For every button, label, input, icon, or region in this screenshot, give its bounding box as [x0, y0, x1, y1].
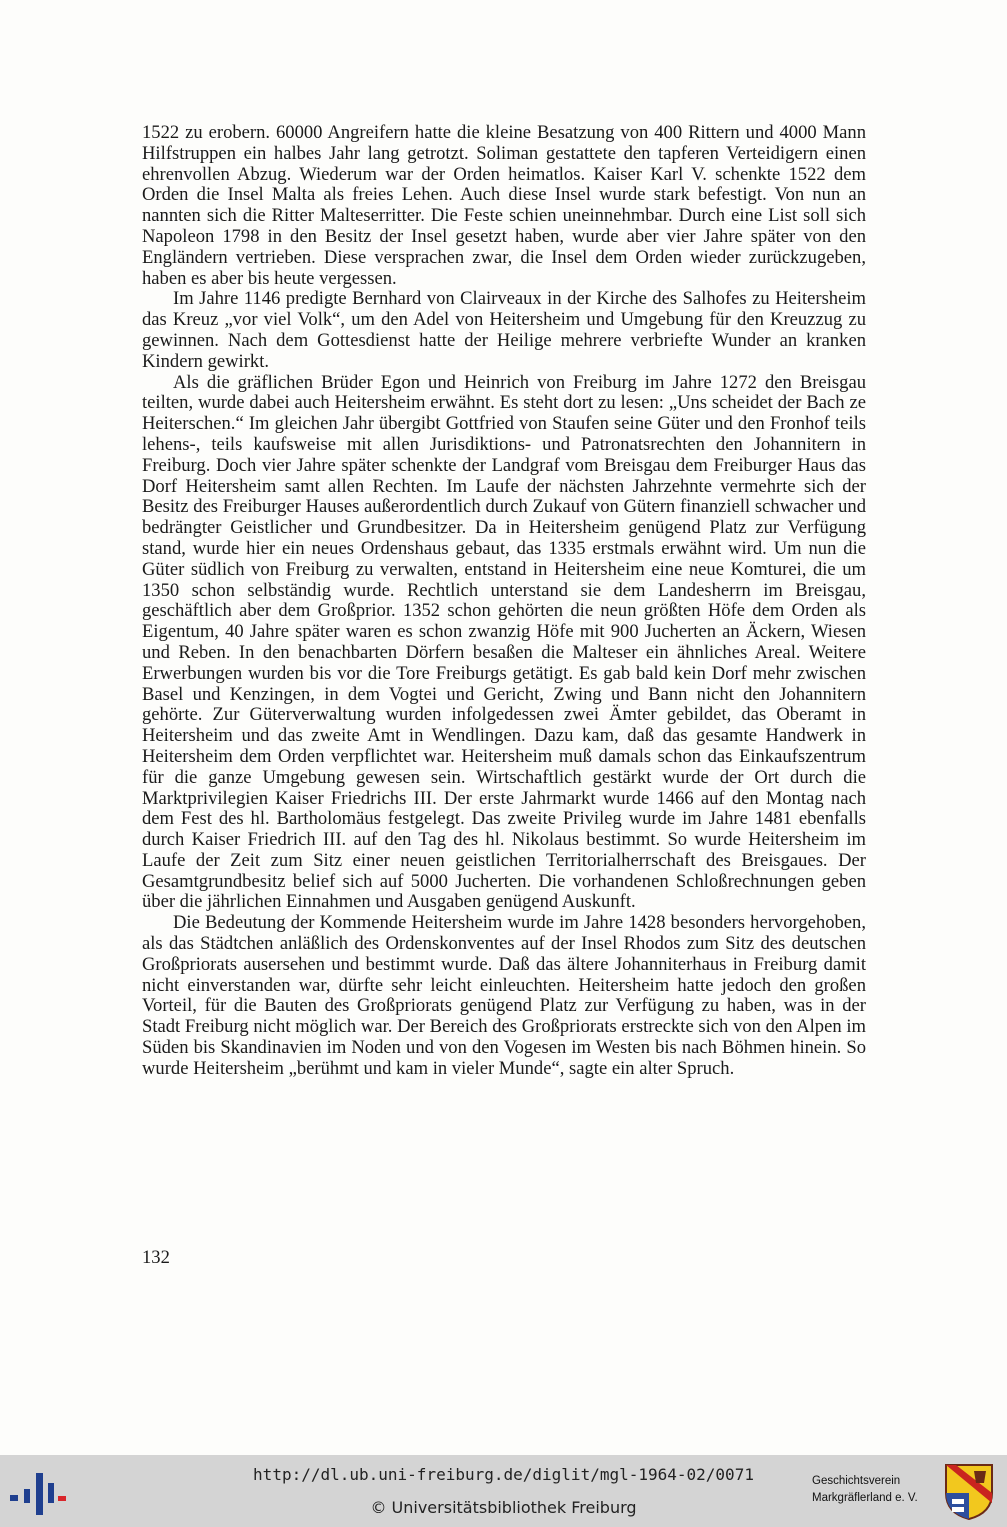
paragraph-4: Die Bedeutung der Kommende Heitersheim wurde im Jahre 1428 besonders hervorgehoben, als das Städtchen anläßlich des Ordenskonventes auf der Insel Rhodos zum Sitz des deutschen Großpriorats ausersehen und bestimmt wurde. Daß das ältere Johanniterhaus in Freiburg damit nicht einverstanden war, dürfte sehr leicht einleuchten. Heitersheim hatte jedoch den großen Vorteil, für die Bauten des Großpriorats genügend Platz zur Verfügung zu haben, was in der Stadt Freiburg nicht möglich war. Der Bereich des Großpriorats erstreckte sich von den Alpen im Süden bis Skandinavien im Noden und von den Vogesen im Westen bis nach Böhmen hinein. So wurde Heitersheim „berühmt und kam in vieler Munde“, sagte ein alter Spruch. [142, 912, 866, 1079]
society-line-2: Markgräflerland e. V. [812, 1492, 918, 1504]
society-name [812, 1473, 942, 1507]
paragraph-3: Als die gräflichen Brüder Egon und Heinrich von Freiburg im Jahre 1272 den Breisgau teilten, wurde dabei auch Heitersheim erwähnt. Es steht dort zu lesen: „Uns scheidet der Bach ze Heiterschen.“ Im gleichen Jahr übergibt Gottfried von Staufen seine Güter und den Fronhof teils lehens-, teils kaufsweise mit allen Jurisdiktions- und Patronatsrechten den Johannitern in Freiburg. Doch vier Jahre später schenkte der Landgraf vom Breisgau dem Freiburger Haus das Dorf Heitersheim samt allen Rechten. Im Laufe der nächsten Jahrzehnte vermehrte sich der Besitz des Freiburger Hauses außerordentlich durch Zukauf von Gütern finanziell schwacher und bedrängter Geistlicher und Grundbesitzer. Da in Heitersheim genügend Platz zur Verfügung stand, wurde hier ein neues Ordenshaus gebaut, das 1335 erstmals erwähnt wird. Um nun die Güter südlich von Freiburg zu verwalten, entstand in Heitersheim eine neue Komturei, die um 1350 schon selbständig wurde. Rechtlich unterstand sie dem Landesherrn im Breisgau, geschäftlich aber dem Großprior. 1352 schon gehörten die neun größten Höfe dem Orden als Eigentum, 40 Jahre später waren es schon zwanzig Höfe mit 900 Jucherten an Äckern, Wiesen und Reben. In den benachbarten Dörfern besaßen die Malteser ein ähnliches Areal. Weitere Erwerbungen wurden bis vor die Tore Freiburgs getätigt. Es gab bald kein Dorf mehr zwischen Basel und Kenzingen, in dem Vogtei und Gericht, Zwing und Bann nicht den Johannitern gehörte. Zur Güterverwaltung wurden infolgedessen zwei Ämter gebildet, das Oberamt in Heitersheim und das zweite Amt in Wendlingen. Dazu kam, daß das gesamte Handwerk in Heitersheim dem Orden verpflichtet war. Heitersheim muß damals schon das Einkaufszentrum für die ganze Umgebung gewesen sein. Wirtschaftlich gestärkt wurde der Ort durch die Marktprivilegien Kaiser Friedrichs III. Der erste Jahrmarkt wurde 1466 auf den Montag nach dem Fest des hl. Bartholomäus festgelegt. Das zweite Privileg wurde im Jahre 1481 ebenfalls durch Kaiser Friedrich III. auf den Tag des hl. Nikolaus bestimmt. So wurde Heitersheim im Laufe der Zeit zum Sitz einer neuen geistlichen Territorialherrschaft des Breisgaues. Der Gesamtgrundbesitz belief sich auf 5000 Jucherten. Die vorhandenen Schloßrechnungen geben über die jährlichen Einnahmen und Ausgaben genügend Auskunft. [142, 371, 866, 913]
permalink-url[interactable]: http://dl.ub.uni-freiburg.de/diglit/mgl-1964-02/0071 [253, 1465, 754, 1484]
viewer-footer [0, 1455, 1007, 1527]
coat-of-arms-icon [944, 1463, 994, 1521]
page-number: 132 [142, 1247, 170, 1268]
body-text [142, 123, 866, 1080]
paragraph-1: 1522 zu erobern. 60000 Angreifern hatte die kleine Besatzung von 400 Rittern und 4000 Mann Hilfstruppen ein halbes Jahr lang getrotzt. Soliman gestattete den tapferen Verteidigern einen ehrenvollen Abzug. Wiederum war der Orden heimatlos. Kaiser Karl V. schenkte 1522 dem Orden die Insel Malta als freies Lehen. Auch diese Insel wurde stark befestigt. Von nun an nannten sich die Ritter Malteserritter. Die Feste schien uneinnehmbar. Durch eine List soll sich Napoleon 1798 in den Besitz der Insel gesetzt haben, wurde aber vier Jahre später von den Engländern vertrieben. Diese versprachen zwar, die Insel dem Orden wieder zurückzugeben, haben es aber bis heute vergessen. [142, 122, 866, 289]
paragraph-2: Im Jahre 1146 predigte Bernhard von Clairveaux in der Kirche des Salhofes zu Heitersheim das Kreuz „vor viel Volk“, um den Adel von Heitersheim und Umgebung für den Kreuzzug zu gewinnen. Nach dem Gottesdienst hatte der Heilige mehrere verbriefte Wunder an kranken Kindern gewirkt. [142, 288, 866, 372]
copyright-notice: © Universitätsbibliothek Freiburg [370, 1498, 637, 1517]
society-line-1: Geschichtsverein [812, 1475, 901, 1487]
